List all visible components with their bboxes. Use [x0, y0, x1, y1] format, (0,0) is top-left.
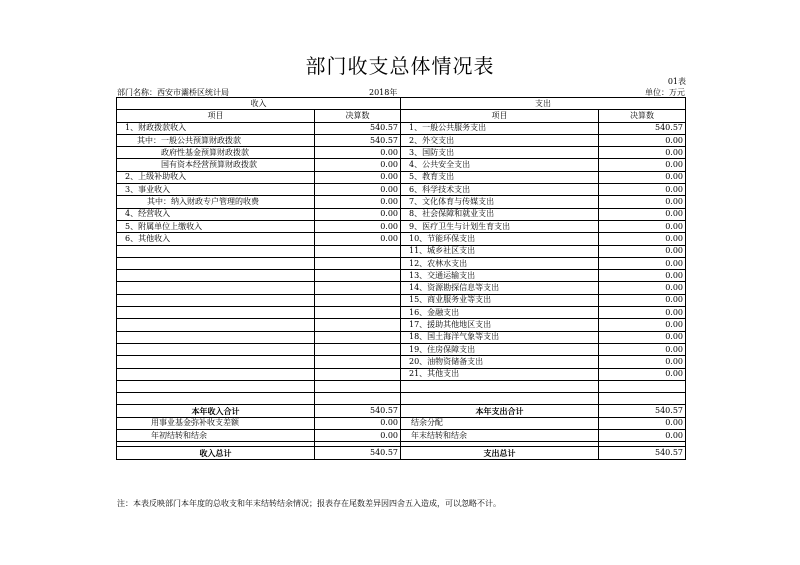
expense-item-label: 7、文化体育与传媒支出 [401, 196, 599, 208]
empty-cell [117, 319, 315, 331]
income-item-label: 3、事业收入 [117, 184, 315, 196]
expense-item-label: 14、资源勘探信息等支出 [401, 282, 599, 294]
expense-item-label: 15、商业服务业等支出 [401, 294, 599, 306]
table-row [117, 380, 686, 392]
income-item-label: 2、上级补助收入 [117, 171, 315, 183]
empty-cell [599, 380, 686, 392]
income-sub-label: 年初结转和结余 [117, 430, 315, 442]
expense-item-value: 0.00 [599, 294, 686, 306]
empty-cell [315, 257, 401, 269]
expense-sub-label: 结余分配 [401, 417, 599, 429]
expense-item-label: 1、一般公共服务支出 [401, 122, 599, 134]
page-title: 部门收支总体情况表 [305, 54, 495, 78]
table-row [117, 368, 686, 380]
empty-cell [315, 356, 401, 368]
expense-item-value: 0.00 [599, 368, 686, 380]
expense-item-value: 0.00 [599, 171, 686, 183]
budget-table [116, 97, 686, 460]
expense-item-value: 0.00 [599, 159, 686, 171]
table-row [117, 405, 686, 417]
income-item-label: 其中：一般公共预算财政拨款 [117, 134, 315, 146]
income-item-value: 0.00 [315, 184, 401, 196]
table-row [117, 270, 686, 282]
expense-item-value: 0.00 [599, 220, 686, 232]
expense-item-label: 18、国土海洋气象等支出 [401, 331, 599, 343]
expense-item-value: 0.00 [599, 257, 686, 269]
empty-cell [117, 307, 315, 319]
expense-item-label: 5、教育支出 [401, 171, 599, 183]
expense-item-value: 0.00 [599, 196, 686, 208]
empty-cell [315, 245, 401, 257]
table-row [117, 294, 686, 306]
empty-cell [117, 356, 315, 368]
income-item-value: 0.00 [315, 196, 401, 208]
empty-cell [315, 319, 401, 331]
income-item-label: 其中：纳入财政专户管理的收费 [117, 196, 315, 208]
expense-item-label: 21、其他支出 [401, 368, 599, 380]
empty-cell [117, 331, 315, 343]
income-item-value: 540.57 [315, 134, 401, 146]
income-sub-value: 0.00 [315, 417, 401, 429]
empty-cell [117, 257, 315, 269]
table-row [117, 196, 686, 208]
empty-cell [401, 393, 599, 405]
income-grand-total-label: 收入总计 [117, 447, 315, 459]
expense-item-value: 540.57 [599, 122, 686, 134]
expense-item-label: 11、城乡社区支出 [401, 245, 599, 257]
expense-section-header: 支出 [401, 98, 686, 110]
expense-item-label: 19、住房保障支出 [401, 343, 599, 355]
table-row [117, 307, 686, 319]
expense-item-header: 项目 [401, 110, 599, 122]
expense-item-value: 0.00 [599, 270, 686, 282]
empty-cell [599, 393, 686, 405]
expense-item-value: 0.00 [599, 134, 686, 146]
expense-item-label: 9、医疗卫生与计划生育支出 [401, 220, 599, 232]
table-row [117, 147, 686, 159]
empty-cell [315, 393, 401, 405]
expense-item-value: 0.00 [599, 282, 686, 294]
empty-cell [117, 380, 315, 392]
expense-item-label: 4、公共安全支出 [401, 159, 599, 171]
table-row [117, 447, 686, 459]
empty-cell [315, 270, 401, 282]
income-item-value: 540.57 [315, 122, 401, 134]
expense-item-value: 0.00 [599, 245, 686, 257]
unit-label: 单位：万元 [645, 88, 685, 97]
empty-cell [315, 294, 401, 306]
income-item-value: 0.00 [315, 220, 401, 232]
empty-cell [117, 343, 315, 355]
expense-item-value: 0.00 [599, 343, 686, 355]
expense-item-label: 20、油物资储备支出 [401, 356, 599, 368]
income-item-label: 政府性基金预算财政拨款 [117, 147, 315, 159]
income-item-value: 0.00 [315, 233, 401, 245]
table-row [117, 171, 686, 183]
expense-item-label: 3、国防支出 [401, 147, 599, 159]
income-item-label: 1、财政拨款收入 [117, 122, 315, 134]
table-row [117, 257, 686, 269]
expense-item-value: 0.00 [599, 208, 686, 220]
footnote: 注：本表反映部门本年度的总收支和年末结转结余情况；报表存在尾数差异因四舍五入造成，可以忽略不计。 [117, 499, 501, 508]
empty-cell [117, 270, 315, 282]
expense-year-total-value: 540.57 [599, 405, 686, 417]
empty-cell [315, 331, 401, 343]
expense-item-value: 0.00 [599, 307, 686, 319]
expense-sub-value: 0.00 [599, 430, 686, 442]
income-item-label: 5、附属单位上缴收入 [117, 220, 315, 232]
expense-item-label: 10、节能环保支出 [401, 233, 599, 245]
table-row [117, 233, 686, 245]
income-amount-header: 决算数 [315, 110, 401, 122]
expense-grand-total-label: 支出总计 [401, 447, 599, 459]
expense-sub-label: 年末结转和结余 [401, 430, 599, 442]
empty-cell [117, 282, 315, 294]
expense-sub-value: 0.00 [599, 417, 686, 429]
org-name: 部门名称：西安市灞桥区统计局 [117, 88, 229, 97]
table-row [117, 343, 686, 355]
empty-cell [117, 245, 315, 257]
empty-cell [117, 393, 315, 405]
expense-item-label: 8、社会保障和就业支出 [401, 208, 599, 220]
table-row [117, 220, 686, 232]
empty-cell [315, 343, 401, 355]
income-item-label: 4、经营收入 [117, 208, 315, 220]
expense-item-label: 13、交通运输支出 [401, 270, 599, 282]
expense-item-value: 0.00 [599, 184, 686, 196]
expense-item-label: 17、援助其他地区支出 [401, 319, 599, 331]
income-item-label: 国有资本经营预算财政拨款 [117, 159, 315, 171]
income-sub-label: 用事业基金弥补收支差额 [117, 417, 315, 429]
income-item-value: 0.00 [315, 159, 401, 171]
expense-item-label: 6、科学技术支出 [401, 184, 599, 196]
expense-item-value: 0.00 [599, 331, 686, 343]
income-sub-value: 0.00 [315, 430, 401, 442]
empty-cell [117, 294, 315, 306]
expense-item-value: 0.00 [599, 233, 686, 245]
table-row [117, 245, 686, 257]
table-body [117, 122, 686, 405]
table-row [117, 356, 686, 368]
table-row [117, 122, 686, 134]
expense-item-label: 16、金融支出 [401, 307, 599, 319]
table-row [117, 208, 686, 220]
income-item-header: 项目 [117, 110, 315, 122]
report-year: 2018年 [369, 88, 398, 97]
expense-item-value: 0.00 [599, 319, 686, 331]
income-item-label: 6、其他收入 [117, 233, 315, 245]
table-row [117, 319, 686, 331]
income-item-value: 0.00 [315, 208, 401, 220]
expense-grand-total-value: 540.57 [599, 447, 686, 459]
income-item-value: 0.00 [315, 147, 401, 159]
empty-cell [315, 368, 401, 380]
expense-amount-header: 决算数 [599, 110, 686, 122]
totals-section [117, 405, 686, 459]
empty-cell [401, 380, 599, 392]
table-row [117, 184, 686, 196]
header-meta [117, 87, 685, 97]
form-number: 01表 [667, 77, 686, 86]
expense-year-total-label: 本年支出合计 [401, 405, 599, 417]
expense-item-label: 12、农林水支出 [401, 257, 599, 269]
empty-cell [117, 368, 315, 380]
table-row [117, 134, 686, 146]
table-row [117, 430, 686, 442]
table-row [117, 417, 686, 429]
expense-item-label: 2、外交支出 [401, 134, 599, 146]
empty-cell [315, 307, 401, 319]
expense-item-value: 0.00 [599, 356, 686, 368]
table-row [117, 282, 686, 294]
expense-item-value: 0.00 [599, 147, 686, 159]
income-grand-total-value: 540.57 [315, 447, 401, 459]
table-row [117, 159, 686, 171]
income-year-total-label: 本年收入合计 [117, 405, 315, 417]
table-row [117, 393, 686, 405]
empty-cell [315, 282, 401, 294]
income-year-total-value: 540.57 [315, 405, 401, 417]
table-row [117, 331, 686, 343]
income-item-value: 0.00 [315, 171, 401, 183]
empty-cell [315, 380, 401, 392]
income-section-header: 收入 [117, 98, 401, 110]
